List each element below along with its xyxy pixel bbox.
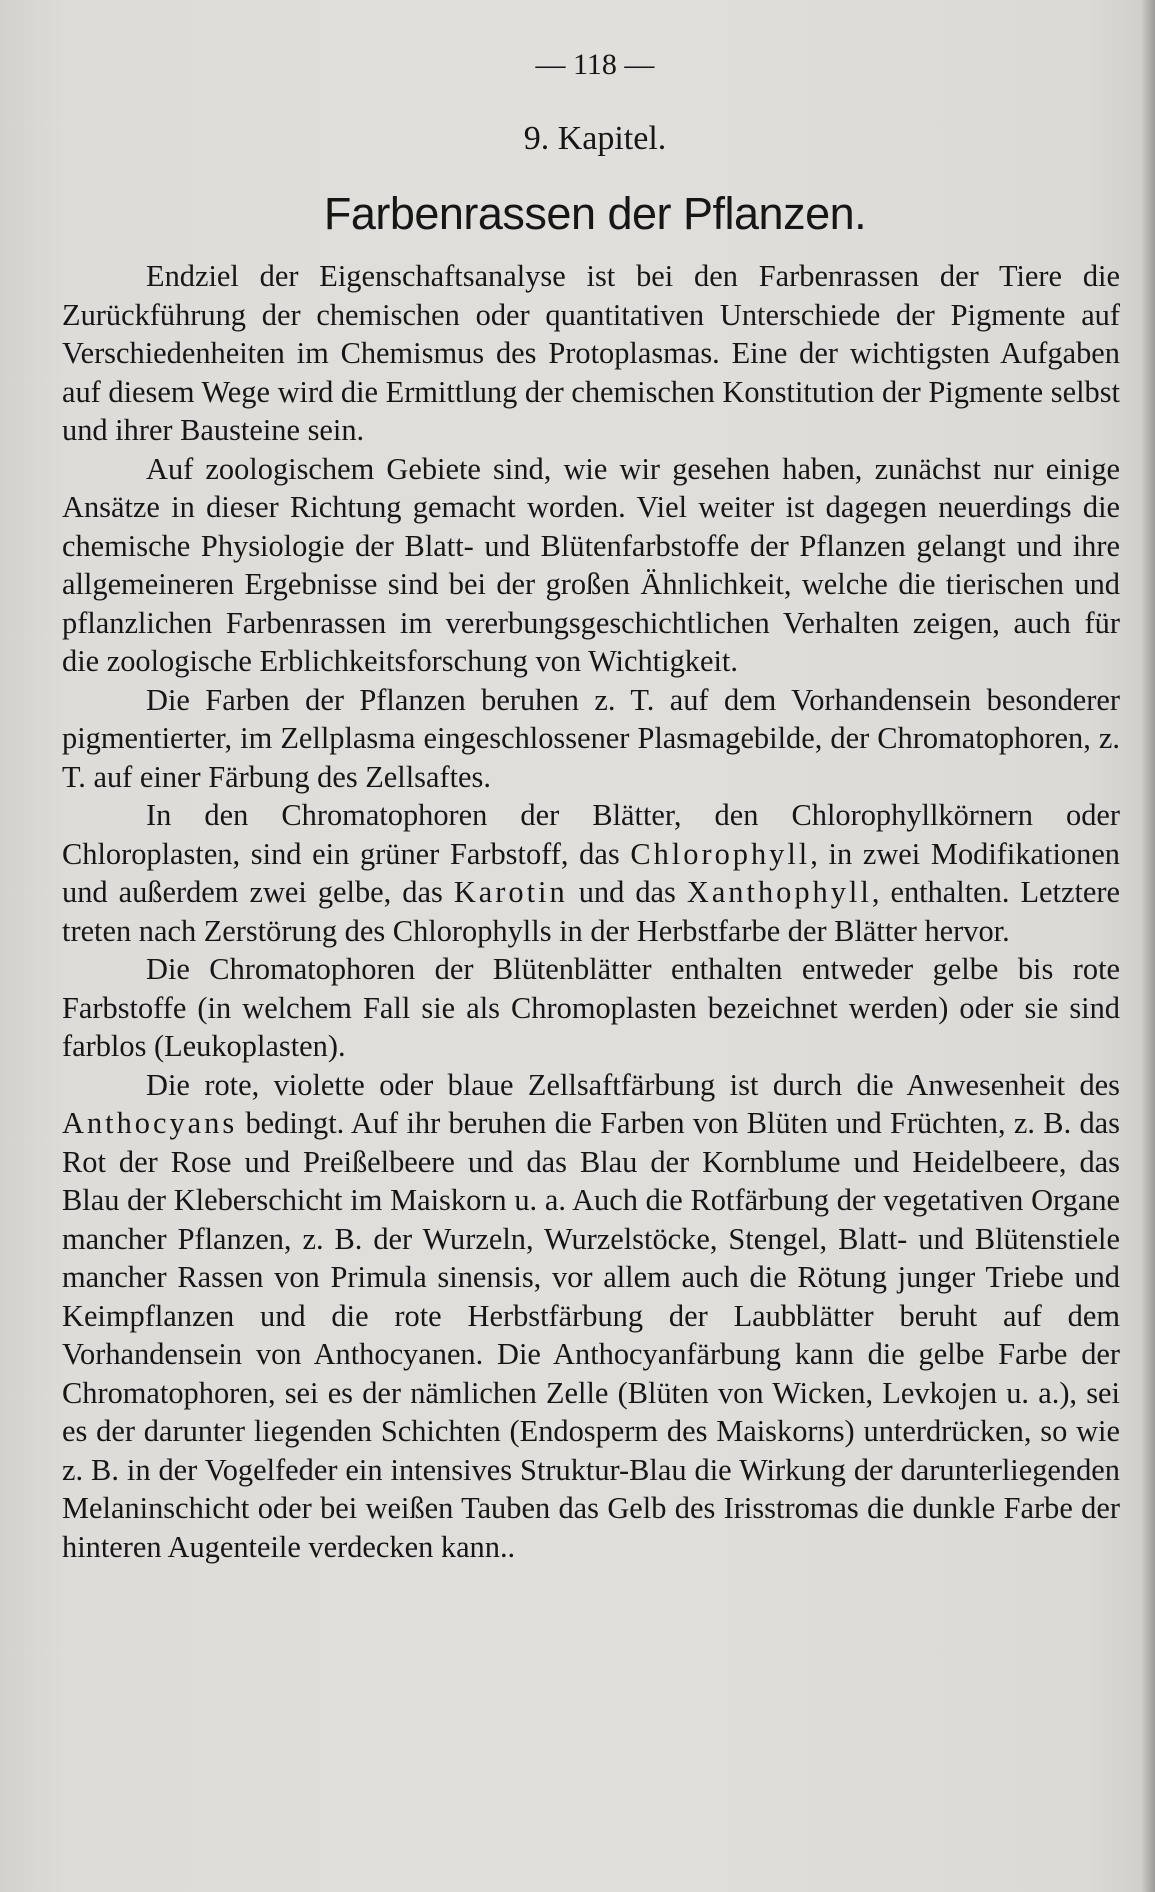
chapter-heading: 9. Kapitel. <box>523 120 667 157</box>
paragraph: Auf zoologischem Gebiete sind, wie wir gesehen haben, zunächst nur einige Ansätze in dieser Richtung gemacht worden. Viel weiter ist dagegen neuerdings die chemische Physiologie der Blatt- und Blütenfarbstoffe der Pflanzen gelangt und ihre allgemeineren Ergebnisse sind bei der großen Ähnlichkeit, welche die tierischen und pflanzlichen Farbenrassen im vererbungsgeschichtlichen Verhalten zeigen, auch für die zoologische Erblichkeitsforschung von Wichtigkeit. <box>62 451 1120 678</box>
paragraph: Die Farben der Pflanzen beruhen z. T. auf dem Vorhandensein besonderer pigmentierter, im Zellplasma eingeschlossener Plasmagebilde, der Chromatophoren, z. T. auf einer Färbung des Zellsaftes. <box>62 682 1120 794</box>
text-run: , in zwei Modifikationen und außerdem zwei gelbe, das <box>62 836 1121 909</box>
chapter-title: Farbenrassen der Pflanzen. <box>323 188 867 239</box>
page-number: — 118 — <box>535 48 655 81</box>
paragraph: Endziel der Eigenschaftsanalyse ist bei den Farbenrassen der Tiere die Zurückführung der chemischen oder quantitativen Unterschiede der Pigmente auf Verschiedenheiten im Chemismus des Protoplasmas. Eine der wichtigsten Aufgaben auf diesem Wege wird die Ermittlung der chemischen Konstitution der Pigmente selbst und ihrer Bausteine sein. <box>62 259 1120 447</box>
page-edge-shadow <box>1141 0 1155 1892</box>
spaced-term: Anthocyans <box>62 1106 238 1140</box>
body-text <box>62 257 1120 1566</box>
text-run: bedingt. Auf ihr beruhen die Farben von Blüten und Früchten, z. B. das Rot der Rose und Preißelbeere und das Blau der Kornblume und Heidelbeere, das Blau der Kleberschicht im Maiskorn u. a. Auch die Rotfärbung der vegetativen Organe mancher Pflanzen, z. B. der Wurzeln, Wurzelstöcke, Stengel, Blatt- und Blütenstiele mancher Rassen von Primula sinensis, vor allem auch die Rötung junger Triebe und Keimpflanzen und die rote Herbstfärbung der Laubblätter beruht auf dem Vorhandensein von Anthocyanen. Die Anthocyanfärbung kann die gelbe Farbe der Chromatophoren, sei es der nämlichen Zelle (Blüten von Wicken, Levkojen u. a.), sei es der darunter liegenden Schichten (Endosperm des Maiskorns) unterdrücken, so wie z. B. in der Vogelfeder ein intensives Struktur-Blau die Wirkung der darunterliegenden Melaninschicht oder bei weißen Tauben das Gelb des Irisstromas die dunkle Farbe der hinteren Augenteile verdecken kann.. <box>62 1106 1120 1564</box>
spaced-term: Xanthophyll <box>686 875 872 909</box>
text-run: , enthalten. Letztere treten nach Zerstörung des Chlorophylls in der Herbstfarbe der Blätter hervor. <box>62 875 1120 948</box>
paragraph <box>62 796 1120 950</box>
paragraph: Die Chromatophoren der Blütenblätter enthalten entweder gelbe bis rote Farbstoffe (in welchem Fall sie als Chromoplasten bezeichnet werden) oder sie sind farblos (Leukoplasten). <box>62 952 1120 1063</box>
text-run: In den Chromatophoren der Blätter, den Chlorophyllkörnern oder Chloroplasten, sind ein grüner Farbstoff, das <box>62 798 1120 871</box>
text-run: und das <box>567 875 687 909</box>
paragraph <box>62 1066 1120 1567</box>
text-run: Die rote, violette oder blaue Zellsaftfärbung ist durch die Anwesenheit des <box>146 1067 1120 1102</box>
spaced-term: Karotin <box>453 875 568 909</box>
spaced-term: Chlorophyll <box>630 836 811 871</box>
